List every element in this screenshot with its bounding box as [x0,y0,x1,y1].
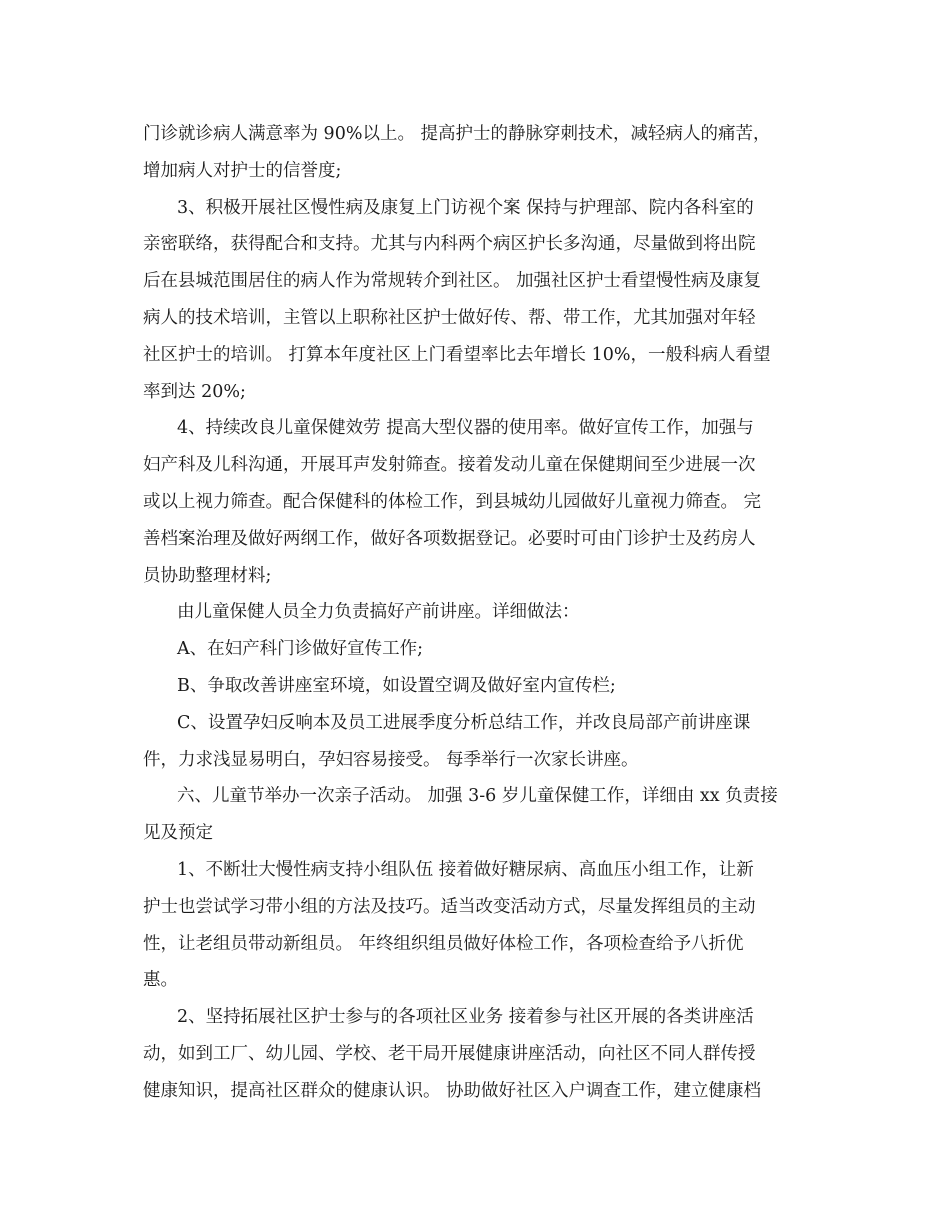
text-line: 动，如到工厂、幼儿园、学校、老干局开展健康讲座活动，向社区不同人群传授 [143,1043,756,1064]
text-line: 善档案治理及做好两纲工作，做好各项数据登记。必要时可由门诊护士及药房人 [143,528,756,549]
text-line: 后在县城范围居住的病人作为常规转介到社区。 加强社区护士看望慢性病及康复 [143,271,762,292]
text-line: 病人的技术培训，主管以上职称社区护士做好传、帮、带工作，尤其加强对年轻 [143,307,756,328]
text-line: 性，让老组员带动新组员。 年终组织组员做好体检工作，各项检查给予八折优 [143,933,744,954]
text-line: 见及预定 [143,823,213,844]
text-line: 员协助整理材料; [143,565,272,586]
text-line: 或以上视力筛查。配合保健科的体检工作，到县城幼儿园做好儿童视力筛查。 完 [143,491,762,512]
text-line: B、争取改善讲座室环境，如设置空调及做好室内宣传栏; [177,675,616,696]
text-line: 亲密联络，获得配合和支持。尤其与内科两个病区护长多沟通，尽量做到将出院 [143,234,756,255]
text-line: 率到达 20%; [143,381,246,402]
text-line: 件，力求浅显易明白，孕妇容易接受。 每季举行一次家长讲座。 [143,749,639,770]
text-line: 惠。 [143,970,178,991]
text-line: A、在妇产科门诊做好宣传工作; [177,639,424,660]
document-body [143,116,803,1110]
text-line: C、设置孕妇反响本及员工进展季度分析总结工作，并改良局部产前讲座课 [177,712,751,733]
text-line: 门诊就诊病人满意率为 90%以上。 提高护士的静脉穿刺技术，减轻病人的痛苦， [143,124,771,144]
text-line: 4、持续改良儿童保健效劳 提高大型仪器的使用率。做好宣传工作，加强与 [177,418,754,439]
text-line: 3、积极开展社区慢性病及康复上门访视个案 保持与护理部、院内各科室的 [177,197,754,218]
text-line: 2、坚持拓展社区护士参与的各项社区业务 接着参与社区开展的各类讲座活 [177,1007,754,1028]
text-line: 1、不断壮大慢性病支持小组队伍 接着做好糖尿病、高血压小组工作，让新 [177,859,754,880]
text-line: 增加病人对护士的信誉度; [143,160,342,181]
text-line: 由儿童保健人员全力负责搞好产前讲座。详细做法： [177,602,580,623]
text-line: 护士也尝试学习带小组的方法及技巧。适当改变活动方式，尽量发挥组员的主动 [143,896,756,917]
text-line: 健康知识，提高社区群众的健康认识。 协助做好社区入户调查工作，建立健康档 [143,1080,762,1101]
text-line: 社区护士的培训。 打算本年度社区上门看望率比去年增长 10%，一般科病人看望 [143,344,771,365]
text-line: 妇产科及儿科沟通，开展耳声发射筛查。接着发动儿童在保健期间至少进展一次 [143,455,756,476]
text-line: 六、儿童节举办一次亲子活动。 加强 3-6 岁儿童保健工作，详细由 xx 负责接 [177,786,778,807]
